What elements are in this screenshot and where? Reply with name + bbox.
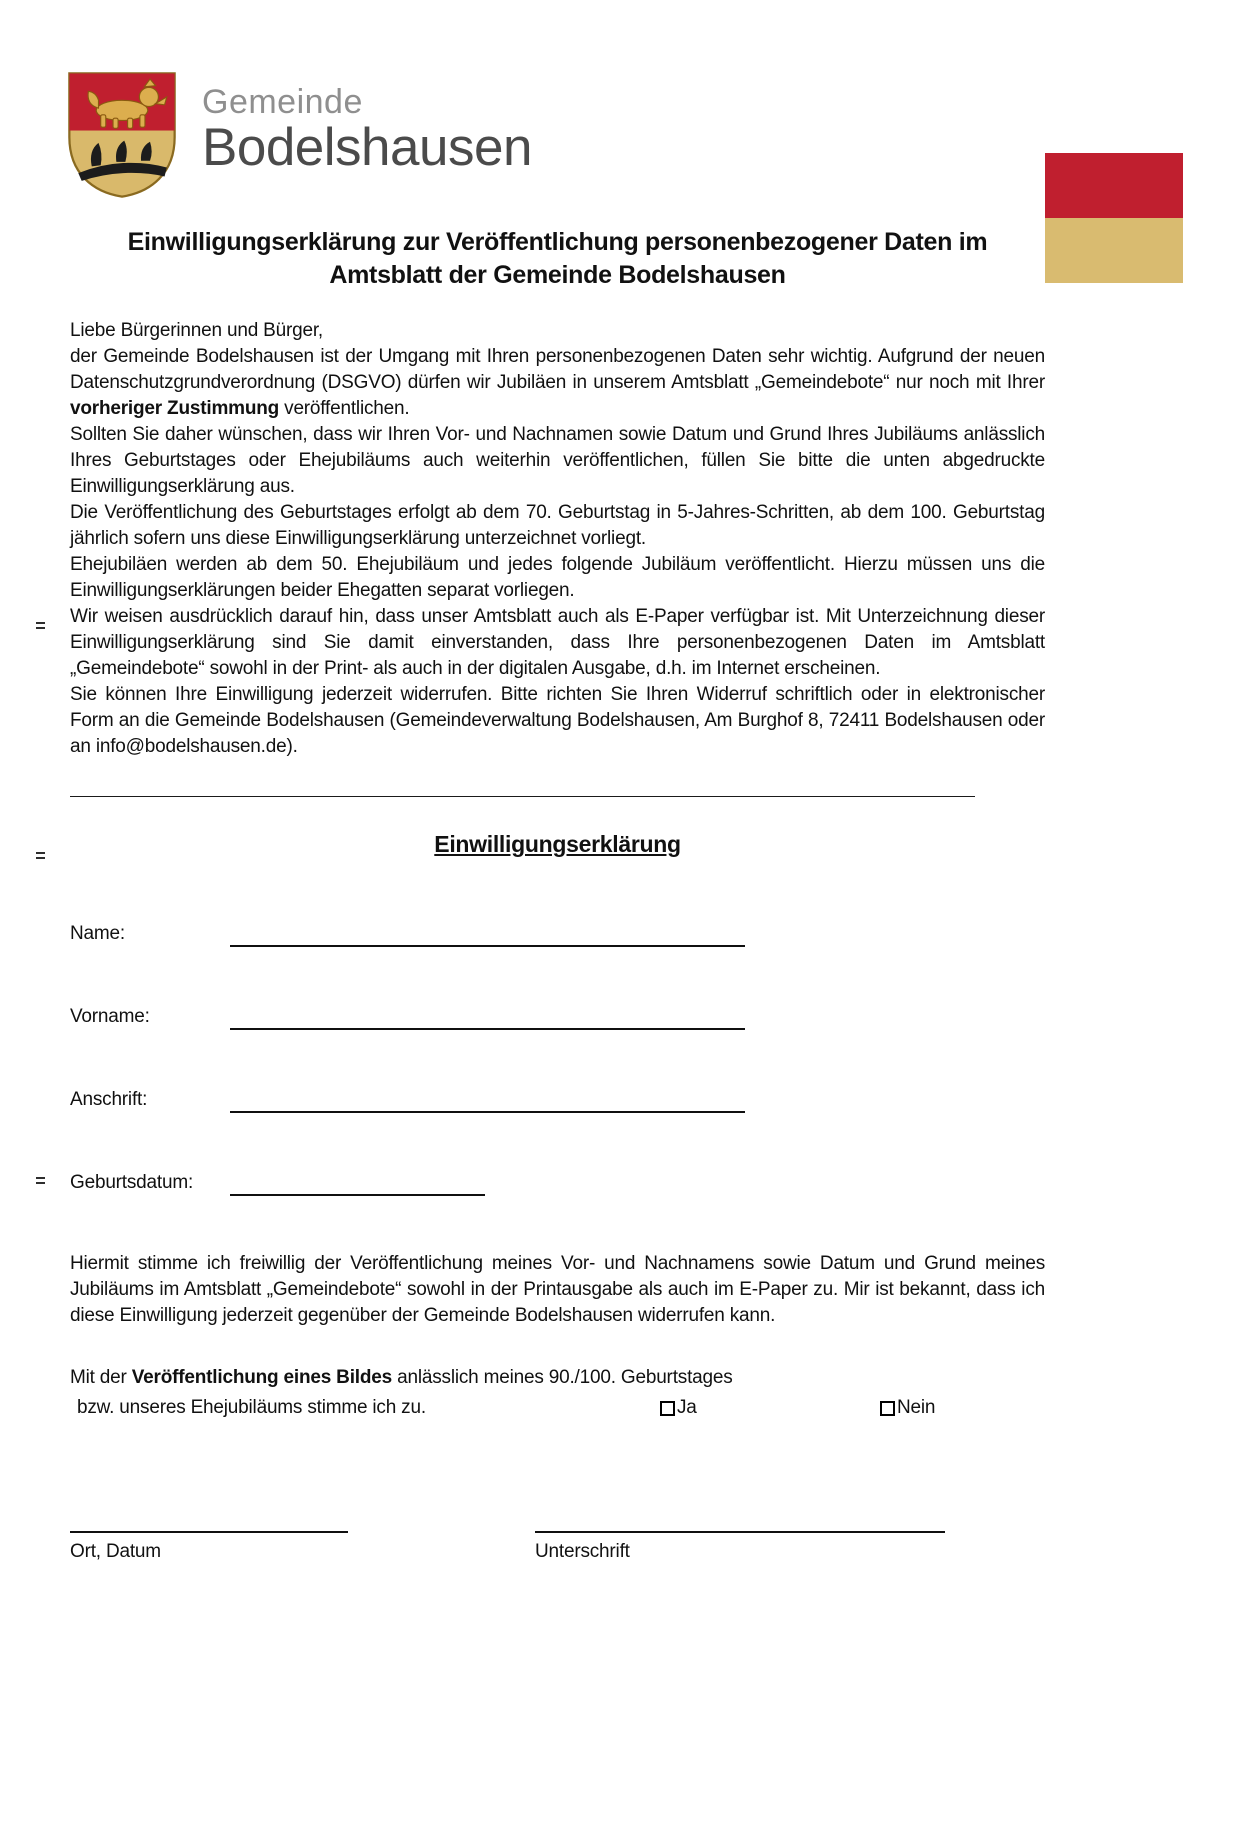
signature-sign-line[interactable] (535, 1531, 945, 1533)
paragraph-epaper-notice: Wir weisen ausdrücklich darauf hin, dass unser Amtsblatt auch als E-Paper verfügbar ist. Mit Unterzeichnung dieser Einwilligungserklärung sind Sie damit einverstanden, dass Ihre personenbezogenen Daten im Amtsblatt „Gemeindebote“ sowohl in der Print- als auch in der digitalen Ausgabe, d.h. im Internet erscheinen. (70, 606, 1045, 679)
field-geburtsdatum-input-line[interactable] (230, 1172, 485, 1196)
form-heading: Einwilligungserklärung (434, 831, 681, 857)
municipal-crest-icon (66, 70, 178, 200)
margin-artifact (36, 1177, 45, 1184)
signature-section (70, 1531, 1045, 1591)
field-anschrift (70, 1085, 1045, 1113)
paragraph-anniversary-rule: Ehejubiläen werden ab dem 50. Ehejubiläum und jedes folgende Jubiläum veröffentlicht. Hierzu müssen uns die Einwilligungserklärungen beider Ehegatten separat vorliegen. (70, 554, 1045, 601)
field-name-label: Name: (70, 923, 125, 944)
paragraph-birthday-rule: Die Veröffentlichung des Geburtstages erfolgt ab dem 70. Geburtstag in 5-Jahres-Schritten, ab dem 100. Geburtstag jährlich sofern uns diese Einwilligungserklärung unterzeichnet vorliegt. (70, 502, 1045, 549)
field-anschrift-label: Anschrift: (70, 1089, 148, 1110)
checkbox-nein-label: Nein (897, 1397, 936, 1418)
signature-place-date-line[interactable] (70, 1531, 348, 1533)
checkbox-ja[interactable] (660, 1401, 675, 1416)
paragraph-intro: der Gemeinde Bodelshausen ist der Umgang mit Ihren personenbezogenen Daten sehr wichtig. Aufgrund der neuen Datenschutzgrundverordnung (DSGVO) dürfen wir Jubiläen in unserem Amtsblatt „Gemeindebote“ nur noch mit Ihrer vorheriger Zustimmung veröffentlichen. (70, 346, 1045, 419)
salutation: Liebe Bürgerinnen und Bürger, (70, 320, 324, 341)
flag-block (1045, 153, 1183, 283)
signature-place-date (70, 1531, 348, 1565)
checkbox-ja-label: Ja (677, 1397, 697, 1418)
signature-sign (535, 1531, 945, 1565)
form-fields (70, 919, 1045, 1196)
margin-artifact (36, 852, 45, 859)
emphasis-prior-consent: vorheriger Zustimmung (70, 398, 280, 419)
section-divider (70, 796, 975, 797)
field-vorname-input-line[interactable] (230, 1006, 745, 1030)
page-title-line2: Amtsblatt der Gemeinde Bodelshausen (329, 261, 786, 289)
field-name-input-line[interactable] (230, 923, 745, 947)
field-geburtsdatum (70, 1168, 1045, 1196)
photo-consent-line2-text: bzw. unseres Ehejubiläums stimme ich zu. (77, 1397, 426, 1418)
signature-sign-label: Unterschrift (535, 1541, 630, 1562)
field-vorname (70, 1002, 1045, 1030)
page-title (70, 226, 1045, 292)
photo-consent-line2 (70, 1395, 1045, 1423)
option-nein (880, 1395, 935, 1421)
field-name (70, 919, 1045, 947)
org-name-label: Bodelshausen (202, 118, 532, 177)
field-geburtsdatum-label: Geburtsdatum: (70, 1172, 194, 1193)
page-title-line1: Einwilligungserklärung zur Veröffentlichung personenbezogener Daten im (127, 228, 988, 256)
option-ja (660, 1395, 697, 1421)
paragraph-consent-statement: Hiermit stimme ich freiwillig der Veröffentlichung meines Vor- und Nachnamens sowie Datum und Grund meines Jubiläums im Amtsblatt „Gemeindebote“ sowohl in der Printausgabe als auch im E-Paper zu. Mir ist bekannt, dass ich diese Einwilligung jederzeit gegenüber der Gemeinde Bodelshausen widerrufen kann. (70, 1253, 1045, 1326)
signature-place-date-label: Ort, Datum (70, 1541, 161, 1562)
margin-artifact (36, 622, 45, 629)
org-type-label: Gemeinde (202, 83, 363, 121)
photo-consent-line1: Mit der Veröffentlichung eines Bildes anlässlich meines 90./100. Geburtstages (70, 1367, 733, 1388)
field-anschrift-input-line[interactable] (230, 1089, 745, 1113)
emphasis-photo-publication: Veröffentlichung eines Bildes (131, 1367, 393, 1388)
checkbox-nein[interactable] (880, 1401, 895, 1416)
paragraph-revocation: Sie können Ihre Einwilligung jederzeit widerrufen. Bitte richten Sie Ihren Widerruf schriftlich oder in elektronischer Form an die Gemeinde Bodelshausen (Gemeindeverwaltung Bodelshausen, Am Burghof 8, 72411 Bodelshausen oder an info@bodelshausen.de). (70, 684, 1045, 757)
field-vorname-label: Vorname: (70, 1006, 150, 1027)
paragraph-wish: Sollten Sie daher wünschen, dass wir Ihren Vor- und Nachnamen sowie Datum und Grund Ihres Jubiläums anlässlich Ihres Geburtstages oder Ehejubiläums auch weiterhin veröffentlichen, füllen Sie bitte die unten abgedruckte Einwilligungserklärung aus. (70, 424, 1045, 497)
